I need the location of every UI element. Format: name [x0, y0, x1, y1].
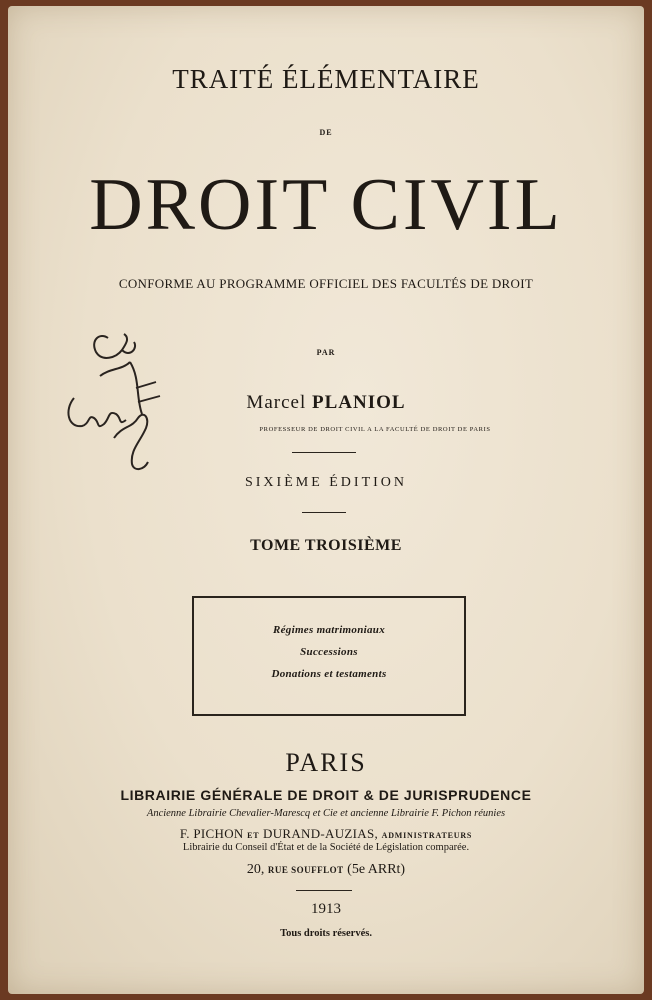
author-first-name: Marcel [246, 392, 307, 413]
title-line-1: TRAITÉ ÉLÉMENTAIRE [172, 64, 480, 94]
directors-et: ET [247, 831, 260, 840]
address-arrondissement: (5e ARRt) [347, 862, 406, 877]
author-name [0, 392, 652, 414]
publisher-directors [0, 826, 652, 842]
rights-notice: Tous droits réservés. [280, 928, 372, 939]
publication-year: 1913 [311, 901, 341, 917]
par-label: PAR [316, 348, 336, 357]
tome: TOME TROISIÈME [250, 537, 402, 554]
publisher-note: Librairie du Conseil d'État et de la Société de Législation comparée. [182, 842, 470, 853]
contents-item: Successions [300, 646, 358, 658]
divider-3 [296, 890, 352, 891]
city: PARIS [285, 748, 367, 777]
divider-2 [302, 512, 346, 513]
contents-item: Donations et testaments [271, 668, 387, 680]
edition: SIXIÈME ÉDITION [244, 475, 408, 490]
directors-role: ADMINISTRATEURS [381, 831, 473, 840]
title-de: DE [319, 128, 333, 137]
directors-name-2: DURAND-AUZIAS, [263, 826, 379, 841]
publisher-address [0, 862, 652, 878]
address-number: 20, [246, 862, 265, 877]
directors-name-1: F. PICHON [179, 826, 244, 841]
main-title: DROIT CIVIL [89, 164, 563, 246]
contents-box [192, 596, 466, 716]
subtitle: CONFORME AU PROGRAMME OFFICIEL DES FACULTÉS DE DROIT [118, 276, 534, 291]
publisher-former: Ancienne Librairie Chevalier-Marescq et Cie et ancienne Librairie F. Pichon réunies [146, 808, 506, 819]
author-role: PROFESSEUR DE DROIT CIVIL A LA FACULTÉ DE DROIT DE PARIS [259, 426, 491, 433]
contents-item: Régimes matrimoniaux [272, 624, 386, 636]
publisher: LIBRAIRIE GÉNÉRALE DE DROIT & DE JURISPRUDENCE [120, 787, 532, 803]
address-street: RUE SOUFFLOT [267, 865, 344, 875]
divider-1 [292, 452, 356, 453]
author-last-name: PLANIOL [311, 392, 406, 413]
